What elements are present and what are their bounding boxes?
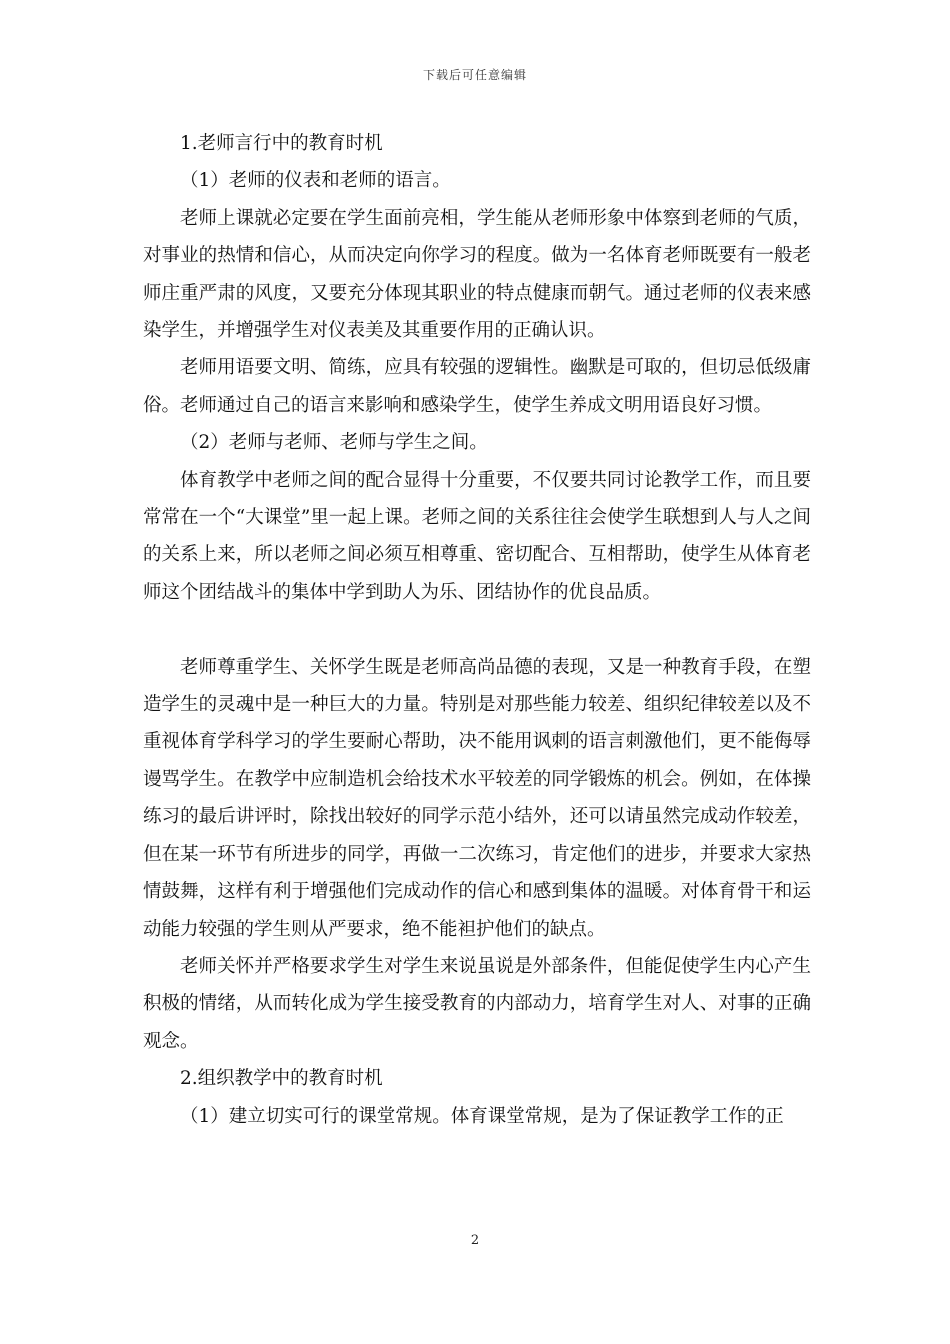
blank-line (143, 611, 811, 648)
paragraph-4: 老师尊重学生、关怀学生既是老师高尚品德的表现，又是一种教育手段，在塑造学生的灵魂中是一种巨大的力量。特别是对那些能力较差、组织纪律较差以及不重视体育学科学习的学生要耐心帮助，决不能用讽刺的语言刺激他们，更不能侮辱谩骂学生。在教学中应制造机会给技术水平较差的同学锻炼的机会。例如，在体操练习的最后讲评时，除找出较好的同学示范小结外，还可以请虽然完成动作较差，但在某一环节有所进步的同学，再做一二次练习，肯定他们的进步，并要求大家热情鼓舞，这样有利于增强他们完成动作的信心和感到集体的温暖。对体育骨干和运动能力较强的学生则从严要求，绝不能袒护他们的缺点。 (143, 656, 811, 940)
paragraph-3: 体育教学中老师之间的配合显得十分重要，不仅要共同讨论教学工作，而且要常常在一个“大课堂”里一起上课。老师之间的关系往往会使学生联想到人与人之间的关系上来，所以老师之间必须互相尊重、密切配合、互相帮助，使学生从体育老师这个团结战斗的集体中学到助人为乐、团结协作的优良品质。 (143, 469, 811, 603)
page-header: 下载后可任意编辑 (422, 68, 527, 82)
subheading-2: （2）老师与老师、老师与学生之间。 (180, 432, 488, 454)
subheading-1: （1）老师的仪表和老师的语言。 (180, 170, 451, 192)
paragraph-5: 老师关怀并严格要求学生对学生来说虽说是外部条件，但能促使学生内心产生积极的情绪，从而转化成为学生接受教育的内部动力，培育学生对人、对事的正确观念。 (143, 955, 811, 1052)
paragraph-1: 老师上课就必定要在学生面前亮相，学生能从老师形象中体察到老师的气质，对事业的热情和信心，从而决定向你学习的程度。做为一名体育老师既要有一般老师庄重严肃的风度，又要充分体现其职业的特点健康而朝气。通过老师的仪表来感染学生，并增强学生对仪表美及其重要作用的正确认识。 (143, 207, 811, 342)
page-number: 2 (470, 1233, 480, 1248)
subheading-3: （1）建立切实可行的课堂常规。体育课堂常规，是为了保证教学工作的正 (180, 1105, 784, 1127)
page-body (143, 125, 811, 1135)
section-heading-1: 1.老师言行中的教育时机 (180, 133, 383, 154)
section-heading-2: 2.组织教学中的教育时机 (180, 1068, 383, 1090)
paragraph-2: 老师用语要文明、简练，应具有较强的逻辑性。幽默是可取的，但切忌低级庸俗。老师通过自己的语言来影响和感染学生，使学生养成文明用语良好习惯。 (143, 357, 811, 416)
